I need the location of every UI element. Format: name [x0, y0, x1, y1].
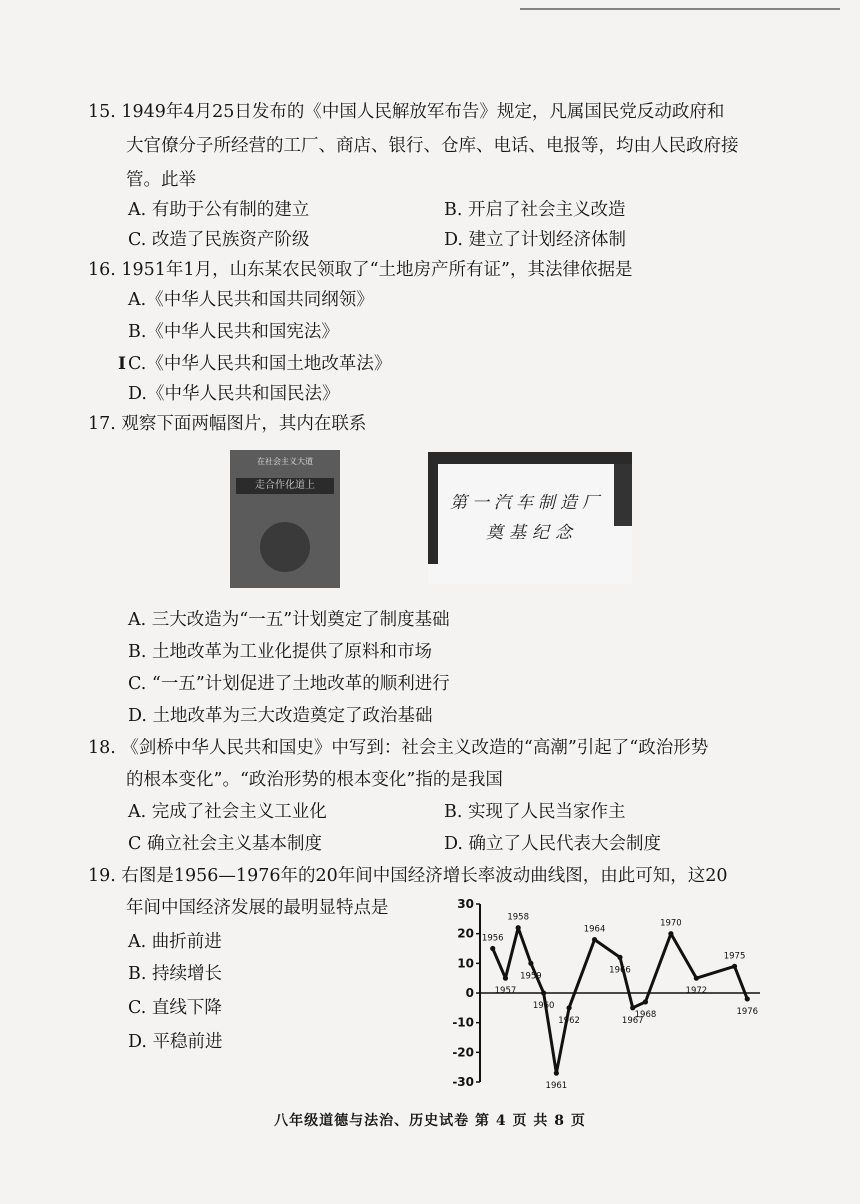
- q16-stem: 16. 1951年1月，山东某农民领取了“土地房产所有证”，其法律依据是: [88, 260, 633, 280]
- data-point: [668, 931, 673, 936]
- data-label: 1966: [609, 965, 631, 976]
- y-tick-label: 10: [457, 956, 474, 971]
- q17-stem: 17. 观察下面两幅图片，其内在联系: [88, 414, 367, 434]
- y-tick-label: -20: [452, 1045, 474, 1060]
- q15-stem-line3: 管。此举: [126, 170, 196, 190]
- data-label: 1961: [545, 1081, 568, 1092]
- economic-growth-chart: [440, 896, 770, 1092]
- q18-option-d[interactable]: D. 确立了人民代表大会制度: [444, 834, 662, 854]
- q17-option-c[interactable]: C. “一五”计划促进了土地改革的顺利进行: [128, 674, 450, 694]
- photo1-banner-text: 走合作化道上: [236, 478, 334, 494]
- q16-option-c[interactable]: C.《中华人民共和国土地改革法》: [128, 354, 392, 374]
- q19-stem-line2: 年间中国经济发展的最明显特点是: [126, 898, 389, 918]
- y-tick-label: 20: [457, 926, 474, 941]
- data-point: [490, 946, 495, 951]
- q16-option-b[interactable]: B.《中华人民共和国宪法》: [128, 322, 339, 342]
- q17-photo-cooperative-poster: [230, 450, 340, 588]
- photo2-calligraphy-line1: 第一汽车制造厂: [450, 493, 604, 513]
- q19-option-d[interactable]: D. 平稳前进: [128, 1032, 223, 1052]
- data-point: [554, 1071, 559, 1076]
- q15-option-c[interactable]: C. 改造了民族资产阶级: [128, 230, 310, 250]
- data-label: 1976: [736, 1006, 759, 1017]
- y-tick-label: -30: [452, 1075, 474, 1089]
- data-label: 1970: [660, 918, 682, 929]
- data-point: [617, 955, 622, 960]
- data-point: [592, 937, 597, 942]
- y-tick-label: 0: [465, 986, 474, 1000]
- data-label: 1968: [634, 1009, 657, 1020]
- scan-edge-artifact: [520, 0, 840, 10]
- data-point: [541, 990, 546, 995]
- q18-option-b[interactable]: B. 实现了人民当家作主: [444, 802, 626, 822]
- q15-option-b[interactable]: B. 开启了社会主义改造: [444, 200, 626, 220]
- q18-option-c[interactable]: C 确立社会主义基本制度: [128, 834, 322, 854]
- q16-option-d[interactable]: D.《中华人民共和国民法》: [128, 384, 340, 404]
- q15-option-a[interactable]: A. 有助于公有制的建立: [128, 200, 310, 220]
- q18-stem-line1: 18. 《剑桥中华人民共和国史》中写到：社会主义改造的“高潮”引起了“政治形势: [88, 738, 709, 758]
- q15-stem-line1: 15. 1949年4月25日发布的《中国人民解放军布告》规定，凡属国民党反动政府和: [88, 102, 725, 122]
- q19-option-a[interactable]: A. 曲折前进: [128, 932, 222, 952]
- data-point: [643, 999, 648, 1004]
- photo2-calligraphy-line2: 奠基纪念: [486, 523, 578, 543]
- growth-rate-line: [493, 928, 748, 1073]
- q17-photo-first-auto-plant: [428, 452, 632, 584]
- photo2-left-border: [428, 464, 438, 564]
- q18-option-a[interactable]: A. 完成了社会主义工业化: [128, 802, 327, 822]
- photo2-right-foliage: [614, 464, 632, 526]
- page-footer: 八年级道德与法治、历史试卷 第 4 页 共 8 页: [274, 1113, 586, 1129]
- y-tick-label: -10: [452, 1015, 474, 1030]
- data-label: 1975: [723, 951, 746, 962]
- data-label: 1972: [685, 986, 708, 997]
- data-point: [745, 996, 750, 1001]
- q18-stem-line2: 的根本变化”。“政治形势的根本变化”指的是我国: [126, 770, 503, 790]
- data-point: [732, 964, 737, 969]
- q15-stem-line2: 大官僚分子所经营的工厂、商店、银行、仓库、电话、电报等，均由人民政府接: [126, 136, 739, 156]
- q19-option-c[interactable]: C. 直线下降: [128, 998, 222, 1018]
- q17-option-d[interactable]: D. 土地改革为三大改造奠定了政治基础: [128, 706, 433, 726]
- q17-option-b[interactable]: B. 土地改革为工业化提供了原料和市场: [128, 642, 432, 662]
- data-point: [694, 976, 699, 981]
- q19-option-b[interactable]: B. 持续增长: [128, 964, 222, 984]
- data-point: [516, 925, 521, 930]
- photo2-top-border: [428, 452, 632, 464]
- q19-stem-line1: 19. 右图是1956—1976年的20年间中国经济增长率波动曲线图，由此可知，这20: [88, 866, 728, 886]
- data-label: 1967: [621, 1015, 644, 1026]
- data-label: 1964: [583, 924, 606, 935]
- q16-pen-mark: I: [118, 354, 126, 374]
- photo1-header-text: 在社会主义大道: [257, 457, 313, 466]
- data-label: 1960: [532, 1001, 555, 1011]
- q17-option-a[interactable]: A. 三大改造为“一五”计划奠定了制度基础: [128, 610, 450, 630]
- data-label: 1959: [520, 971, 542, 982]
- data-label: 1962: [558, 1015, 580, 1026]
- y-tick-label: 30: [457, 897, 474, 911]
- data-label: 1957: [494, 986, 517, 997]
- data-point: [566, 1005, 571, 1010]
- data-label: 1956: [481, 933, 504, 944]
- data-point: [503, 976, 508, 981]
- data-point: [528, 961, 533, 966]
- q15-option-d[interactable]: D. 建立了计划经济体制: [444, 230, 627, 250]
- q16-option-a[interactable]: A.《中华人民共和国共同纲领》: [128, 290, 374, 310]
- data-label: 1958: [507, 912, 530, 923]
- photo1-emblem: [260, 522, 310, 572]
